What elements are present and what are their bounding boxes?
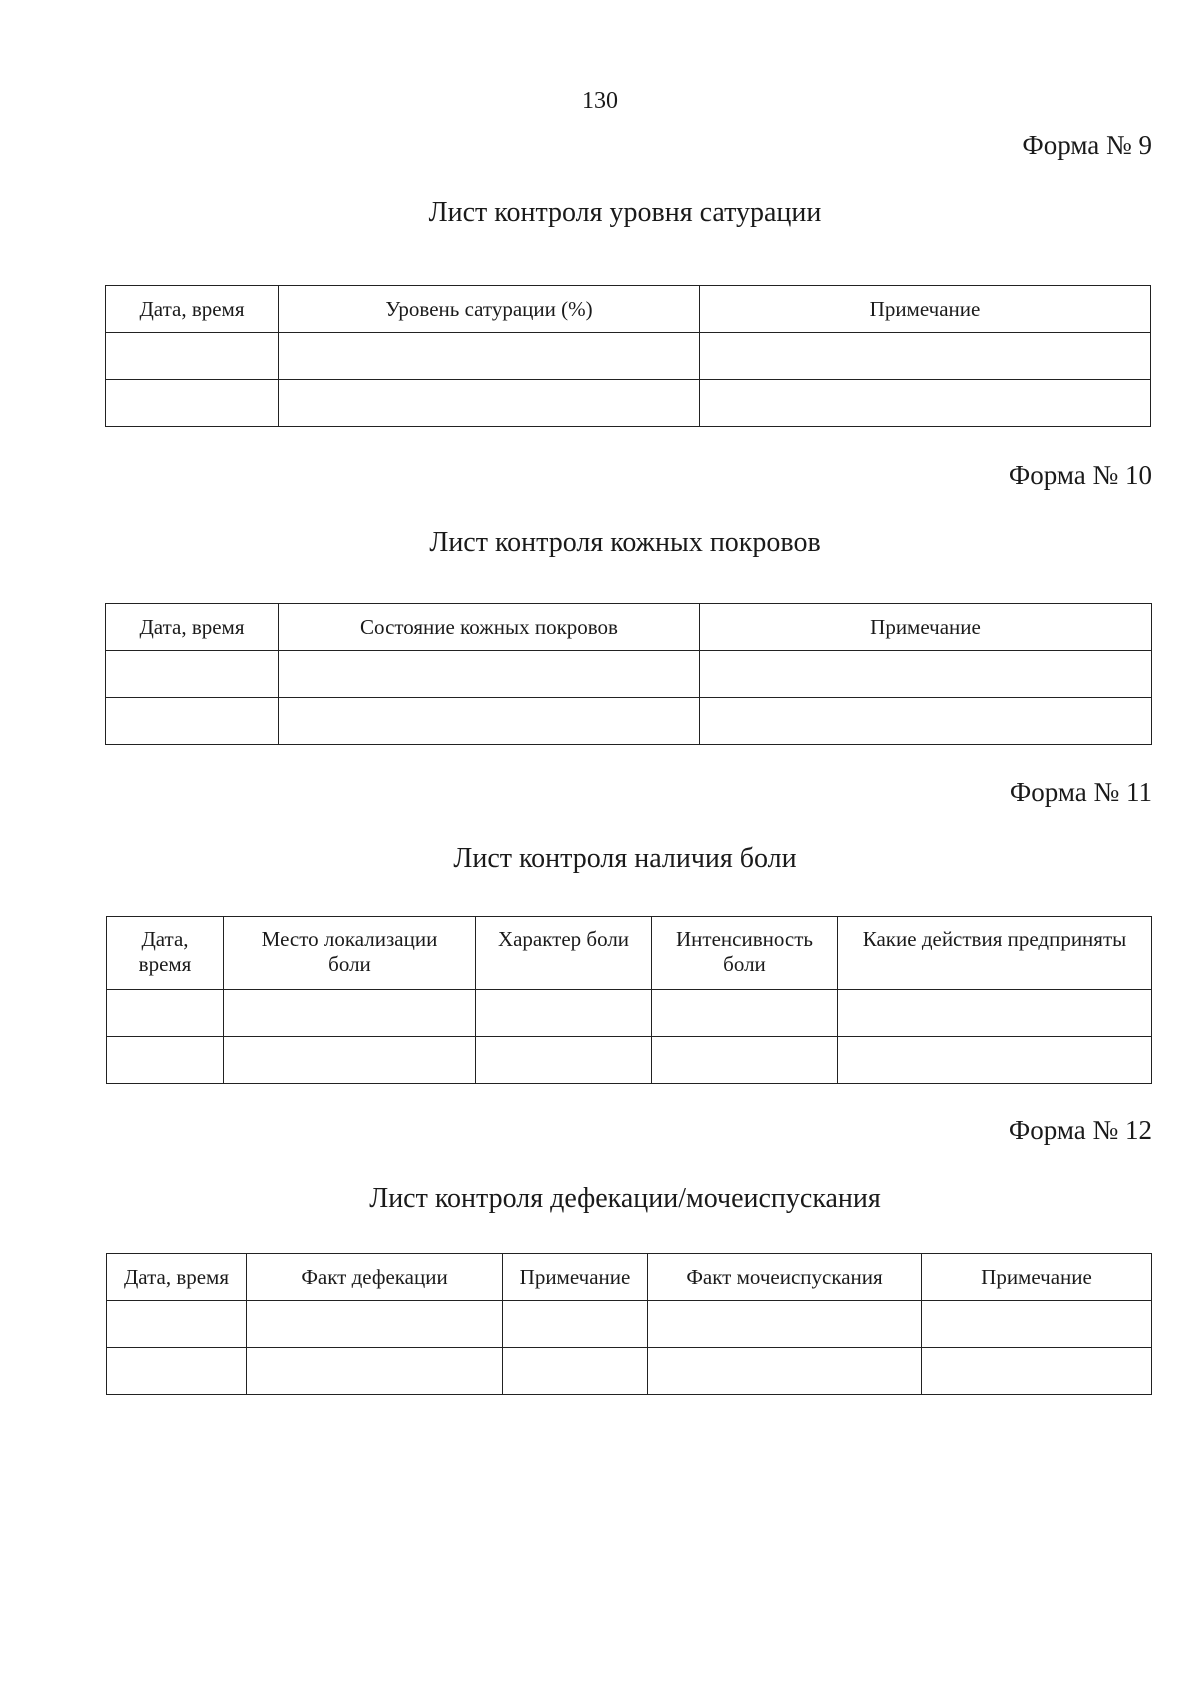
table-cell[interactable] <box>279 698 700 745</box>
table-cell[interactable] <box>503 1301 648 1348</box>
table-cell[interactable] <box>106 698 279 745</box>
table-cell[interactable] <box>648 1348 922 1395</box>
table-row <box>106 698 1152 745</box>
table-cell[interactable] <box>224 1037 476 1084</box>
page-number: 130 <box>582 88 618 114</box>
column-header-defecation: Факт дефекации <box>247 1254 503 1301</box>
table-cell[interactable] <box>107 1348 247 1395</box>
table-cell[interactable] <box>838 990 1152 1037</box>
table-cell[interactable] <box>700 333 1151 380</box>
form-9-label: Форма № 9 <box>1022 130 1152 160</box>
table-cell[interactable] <box>838 1037 1152 1084</box>
skin-control-table <box>105 603 1152 745</box>
table-row <box>106 651 1152 698</box>
table-cell[interactable] <box>922 1301 1152 1348</box>
form-11-label: Форма № 11 <box>1009 777 1152 807</box>
form-12-label: Форма № 12 <box>1008 1115 1152 1145</box>
form-12-title: Лист контроля дефекации/мочеиспускания <box>369 1183 881 1214</box>
column-header-date-time: Дата, время <box>107 1254 247 1301</box>
table-cell[interactable] <box>106 333 279 380</box>
column-header-note: Примечание <box>700 604 1152 651</box>
form-10-title: Лист контроля кожных покровов <box>429 527 821 558</box>
table-cell[interactable] <box>476 990 652 1037</box>
table-row <box>107 990 1152 1037</box>
table-cell[interactable] <box>652 990 838 1037</box>
table-cell[interactable] <box>107 1301 247 1348</box>
table-row <box>107 1348 1152 1395</box>
table-cell[interactable] <box>107 990 224 1037</box>
table-row <box>106 380 1151 427</box>
table-row <box>107 1301 1152 1348</box>
column-header-pain-intensity: Интенсивность боли <box>652 917 838 990</box>
column-header-note: Примечание <box>922 1254 1152 1301</box>
table-row <box>107 1037 1152 1084</box>
table-cell[interactable] <box>700 380 1151 427</box>
table-cell[interactable] <box>700 698 1152 745</box>
column-header-actions-taken: Какие действия предприняты <box>838 917 1152 990</box>
column-header-date-time: Дата, время <box>107 917 224 990</box>
table-cell[interactable] <box>279 651 700 698</box>
table-cell[interactable] <box>652 1037 838 1084</box>
column-header-note: Примечание <box>503 1254 648 1301</box>
table-cell[interactable] <box>648 1301 922 1348</box>
table-cell[interactable] <box>107 1037 224 1084</box>
saturation-control-table <box>105 285 1151 427</box>
table-cell[interactable] <box>247 1348 503 1395</box>
column-header-pain-location: Место локализации боли <box>224 917 476 990</box>
table-row <box>106 333 1151 380</box>
column-header-pain-character: Характер боли <box>476 917 652 990</box>
column-header-urination: Факт мочеиспускания <box>648 1254 922 1301</box>
table-cell[interactable] <box>700 651 1152 698</box>
table-cell[interactable] <box>279 380 700 427</box>
column-header-skin-condition: Состояние кожных покровов <box>279 604 700 651</box>
column-header-note: Примечание <box>700 286 1151 333</box>
table-cell[interactable] <box>106 380 279 427</box>
defecation-urination-control-table <box>106 1253 1152 1395</box>
form-9-title: Лист контроля уровня сатурации <box>428 197 822 228</box>
form-10-label: Форма № 10 <box>1008 460 1152 490</box>
table-cell[interactable] <box>224 990 476 1037</box>
form-11-title: Лист контроля наличия боли <box>453 843 797 874</box>
pain-control-table <box>106 916 1152 1084</box>
table-cell[interactable] <box>503 1348 648 1395</box>
column-header-date-time: Дата, время <box>106 286 279 333</box>
table-cell[interactable] <box>279 333 700 380</box>
column-header-saturation-level: Уровень сатурации (%) <box>279 286 700 333</box>
column-header-date-time: Дата, время <box>106 604 279 651</box>
table-cell[interactable] <box>106 651 279 698</box>
table-cell[interactable] <box>247 1301 503 1348</box>
table-cell[interactable] <box>922 1348 1152 1395</box>
table-cell[interactable] <box>476 1037 652 1084</box>
